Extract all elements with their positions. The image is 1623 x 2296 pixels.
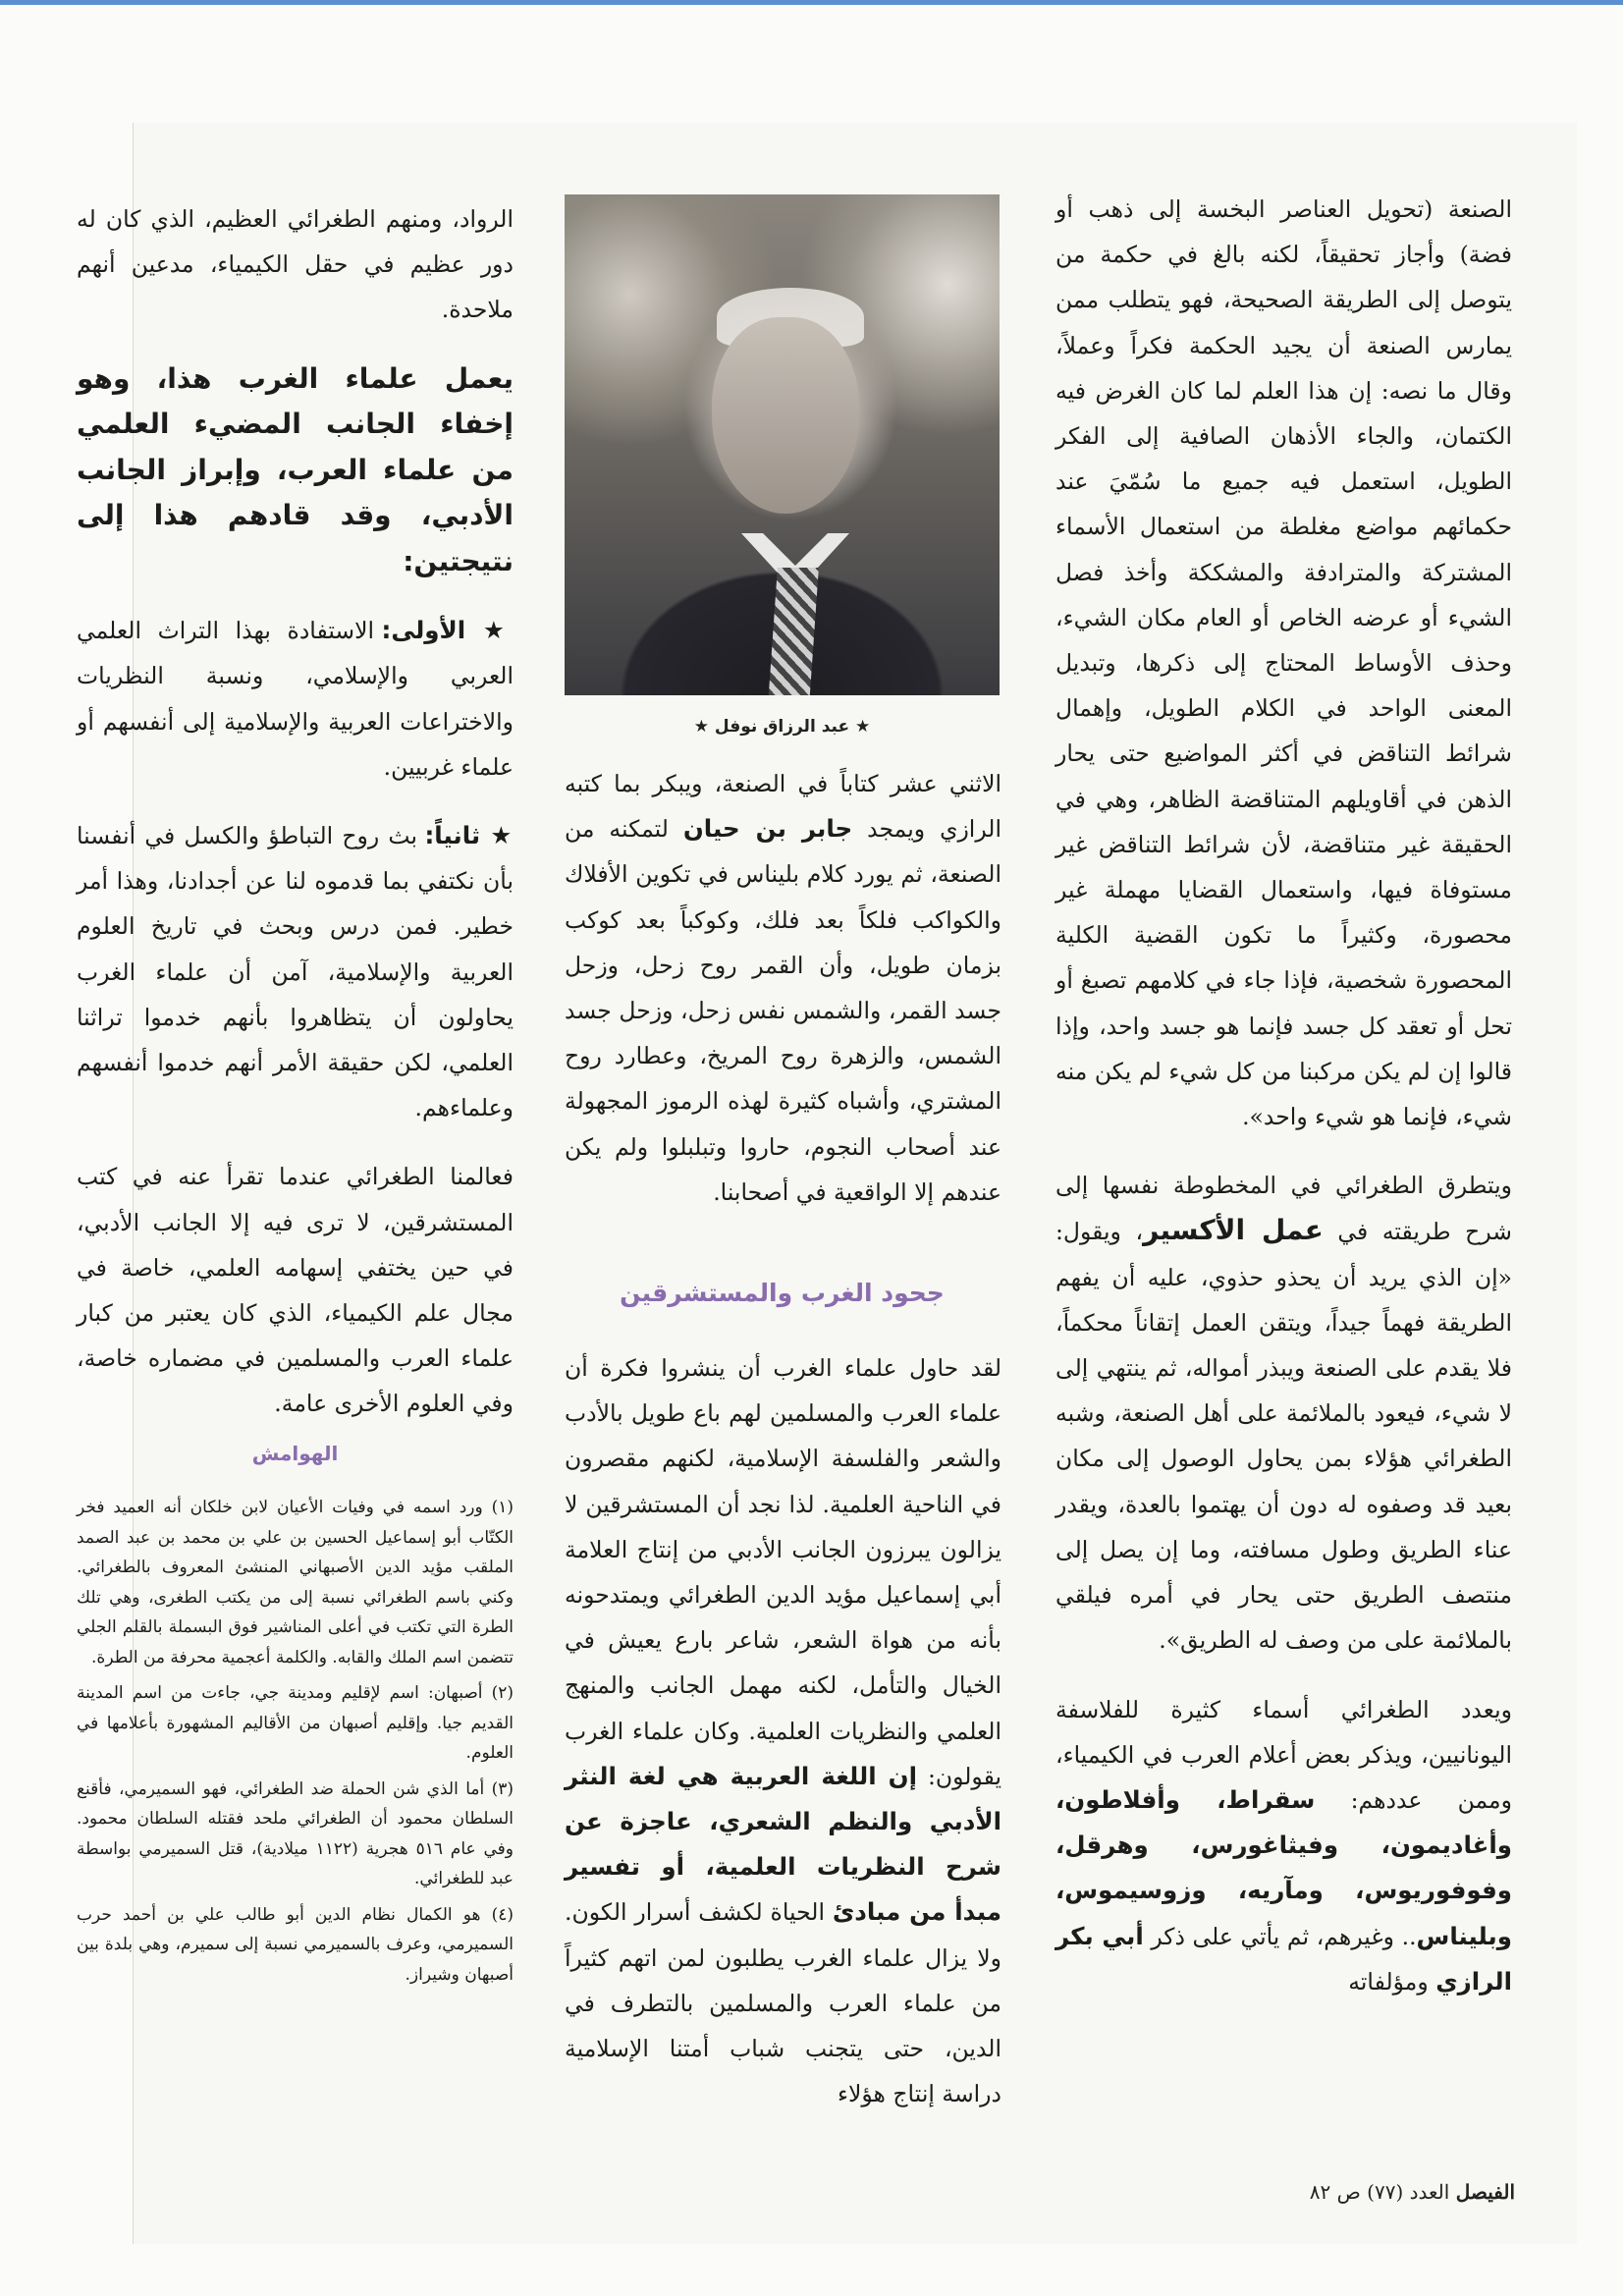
footnote-item: (١) ورد اسمه في وفيات الأعيان لابن خلكان أنه العميد فخر الكتّاب أبو إسماعيل الحسين بن علي بن محمد بن عبد الصمد الملقب مؤيد الدين الأصبهاني المنشئ المعروف بالطغرائي. وكني باسم الطغرائي نسبة إلى من يكتب الطغرى، وهي تلك الطرة التي تكتب في أعلى المناشير فوق البسملة بالقلم الجلي تتضمن اسم الملك والقابه. والكلمة أعجمية محرفة من الطرة.	[77, 1498, 514, 1667]
right-p3-text-a: ويعدد الطغرائي أسماء كثيرة للفلاسفة اليونانيين، ويذكر بعض أعلام العرب في الكيمياء، وممن عددهم:	[1055, 1695, 1512, 1814]
right-p3-text-c: .. وغيرهم، ثم يأتي على ذكر	[1143, 1922, 1417, 1950]
footnote-item: (٢) أصبهان: اسم لإقليم ومدينة جي، جاءت من اسم المدينة القديم جيا. وإقليم أصبهان من الأقاليم المشهورة بأعلامها في العلوم.	[77, 1683, 514, 1763]
footer-brand: الفيصل	[1455, 2180, 1515, 2204]
middle-column	[565, 761, 1001, 1238]
left-item-1-text: الاستفادة بهذا التراث العلمي العربي والإسلامي، ونسبة النظريات والاختراعات العربية والإسلامية إلى أنفسهم أو علماء غربيين.	[77, 617, 514, 781]
right-p3-bold-names: سقراط، وأفلاطون، وأغاديمون، وفيثاغورس، وهرقل، وفوفوريوس، ومآريه، وزوسيموس، وبليناس	[1055, 1784, 1512, 1950]
left-item-2-label: ★ ثانياً:	[424, 820, 514, 849]
left-paragraph-3: فعالمنا الطغرائي عندما تقرأ عنه في كتب المستشرقين، لا ترى فيه إلا الجانب الأدبي، في حين يختفي إسهامه العلمي، خاصة في مجال علم الكيمياء، الذي كان يعتبر من كبار علماء العرب والمسلمين في مضماره خاصة، وفي العلوم الأخرى عامة.	[77, 1163, 514, 1418]
footnotes-heading: الهوامش	[251, 1442, 339, 1465]
right-p2-text-c: ، ويقول: «إن الذي يريد أن يحذو حذوي، عليه أن يفهم الطريقة فهماً جيداً، ويتقن العمل إتقاناً محكماً، فلا يقدم على الصنعة ويبذر أمواله، ثم ينتهي إلى لا شيء، فيعود بالملائمة على أهل الصنعة، وشبه الطغرائي هؤلاء بمن يحاول الوصول إلى مكان بعيد قد وصفوه له دون أن يهتموا بالعدة، ويقدر عناء الطريق وطول مسافته، وما إن يصل إلى منتصف الطريق حتى يحار في أمره فيلقي بالملائمة على من وصف له الطريق».	[1055, 1218, 1512, 1655]
mid-p2-bold: إن اللغة العربية هي لغة النثر الأدبي والنظم الشعري، عاجزة عن شرح النظريات العلمية، أو تفسير مبدأ من مبادئ	[565, 1761, 1001, 1927]
portrait-tie	[768, 568, 819, 695]
footnotes-list	[77, 1493, 514, 1995]
section-heading: جحود الغرب والمستشرقين	[620, 1279, 945, 1307]
right-p3-bold-razi: أبي بكر الرازي	[1055, 1921, 1512, 1995]
left-item-1	[77, 608, 514, 790]
portrait-face	[712, 317, 859, 514]
middle-paragraph-2	[565, 1345, 1001, 2116]
right-paragraph-1: الصنعة (تحويل العناصر البخسة إلى ذهب أو فضة) وأجاز تحقيقاً، لكنه بالغ في حكمة من يتوصل إلى الطريقة الصحيحة، فهو يتطلب ممن يمارس الصنعة أن يجيد الحكمة فكراً وعملاً، وقال ما نصه: إن هذا العلم لما كان الغرض فيه الكتمان، والجاء الأذهان الصافية إلى الفكر الطويل، استعمل فيه جميع ما سُمّيَ عند حكمائهم مواضع مغلطة من استعمال الأسماء المشتركة والمترادفة والمشككة وأخذ فصل الشيء أو عرضه الخاص أو العام مكان الشيء، وحذف الأوساط المحتاج إلى ذكرها، وتبديل المعنى الواحد في الكلام الطويل، وإهمال شرائط التناقض في أكثر المواضيع حتى يحار الذهن في أقاويلهم المتناقضة الظاهر، وهي في الحقيقة غير متناقضة، لأن شرائط التناقض غير مستوفاة فيها، واستعمال القضايا مهملة غير محصورة، وكثيراً ما تكون القضية الكلية المحصورة شخصية، فإذا جاء في كلامهم تصبغ أو تحل أو تعقد كل جسد فإنما هو جسد واحد، وإذا قالوا إن لم يكن مركبنا من كل شيء لم يكن منه شيء، فإنما هو شيء واحد».	[1055, 195, 1512, 1131]
footer-page-info: العدد (٧٧) ص ٨٢	[1309, 2180, 1450, 2204]
mid-p1-text-a: الاثني عشر كتاباً في الصنعة، ويبكر بما كتبه الرازي ويمجد	[565, 770, 1001, 844]
mid-p2-text-c: الحياة لكشف أسرار الكون. ولا يزال علماء الغرب يطلبون لمن اتهم كثيراً من علماء العرب والمسلمين بالتطرف في الدين، حتى يتجنب شباب أمتنا الإسلامية دراسة إنتاج هؤلاء	[565, 1898, 1001, 2108]
left-paragraph-1: الرواد، ومنهم الطغرائي العظيم، الذي كان له دور عظيم في حقل الكيمياء، مدعين أنهم ملاحدة.	[77, 205, 514, 324]
top-border-line	[0, 0, 1623, 5]
left-item-2	[77, 813, 514, 1130]
middle-body	[565, 1345, 1001, 2116]
portrait-photo	[565, 194, 1000, 695]
right-paragraph-2	[1055, 1163, 1512, 1663]
right-p2-text-a: ويتطرق الطغرائي في المخطوطة نفسها إلى شرح طريقته في	[1055, 1172, 1512, 1246]
left-item-1-label: ★ الأولى:	[381, 616, 514, 645]
mid-p1-text-c: لتمكنه من الصنعة، ثم يورد كلام بليناس في تكوين الأفلاك والكواكب فلكاً بعد فلك، وكوكباً بعد كوكب بزمان طويل، وأن القمر روح زحل، وزحل جسد القمر، والشمس نفس زحل، وزحل جسد الشمس، والزهرة روح المريخ، وعطارد روح المشتري، وأشباه كثيرة لهذه الرموز المجهولة عند أصحاب النجوم، حاروا وتبلبلوا ولم يكن عندهم إلا الواقعية في أصحابنا.	[565, 815, 1001, 1206]
page-footer	[1245, 2180, 1515, 2204]
right-paragraph-3	[1055, 1687, 1512, 2004]
left-bold-statement: يعمل علماء الغرب هذا، وهو إخفاء الجانب المضيء العلمي من علماء العرب، وإبراز الجانب الأدبي، وقد قادهم هذا إلى نتيجتين:	[77, 361, 514, 577]
right-p3-text-e: ومؤلفاته	[1348, 1967, 1436, 1995]
footnote-item: (٣) أما الذي شن الحملة ضد الطغرائي، فهو السميرمي، فأقنع السلطان محمود أن الطغرائي ملحد فقتله السلطان محمود. وفي عام ٥١٦ هجرية (١١٢٢ ميلادية)، قتل السميرمي بواسطة عبد للطغرائي.	[77, 1778, 514, 1888]
photo-caption: ★ عبد الرزاق نوفل ★	[693, 717, 871, 737]
mid-p2-text-a: لقد حاول علماء الغرب أن ينشروا فكرة أن علماء العرب والمسلمين لهم باع طويل بالأدب والشعر والفلسفة الإسلامية، لكنهم مقصرون في الناحية العلمية. لذا نجد أن المستشرقين لا يزالون يبرزون الجانب الأدبي من إنتاج العلامة أبي إسماعيل مؤيد الدين الطغرائي ويمتدحونه بأنه من هواة الشعر، شاعر بارع يعيش في الخيال والتأمل، لكنه مهمل الجانب والمنهج العلمي والنظريات العلمية. وكان علماء الغرب يقولون:	[565, 1354, 1002, 1790]
left-column	[77, 196, 514, 1450]
mid-p1-bold: جابر بن حيان	[682, 814, 853, 844]
footnote-item: (٤) هو الكمال نظام الدين أبو طالب علي بن أحمد حرب السميرمي، وعرف بالسميرمي نسبة إلى سميرم، وهي بلدة بين أصبهان وشيراز.	[77, 1904, 514, 1985]
left-item-2-text: بث روح التباطؤ والكسل في أنفسنا بأن نكتفي بما قدموه لنا عن أجدادنا، وهذا أمر خطير. فمن درس وبحث في تاريخ العلوم العربية والإسلامية، آمن أن علماء الغرب يحاولون أن يتظاهروا بأنهم خدموا تراثنا العلمي، لكن حقيقة الأمر أنهم خدموا أنفسهم وعلماءهم.	[77, 821, 514, 1122]
right-p2-bold: عمل الأكسير	[1143, 1214, 1324, 1247]
right-column	[1055, 187, 1512, 2028]
middle-paragraph-1	[565, 761, 1001, 1215]
